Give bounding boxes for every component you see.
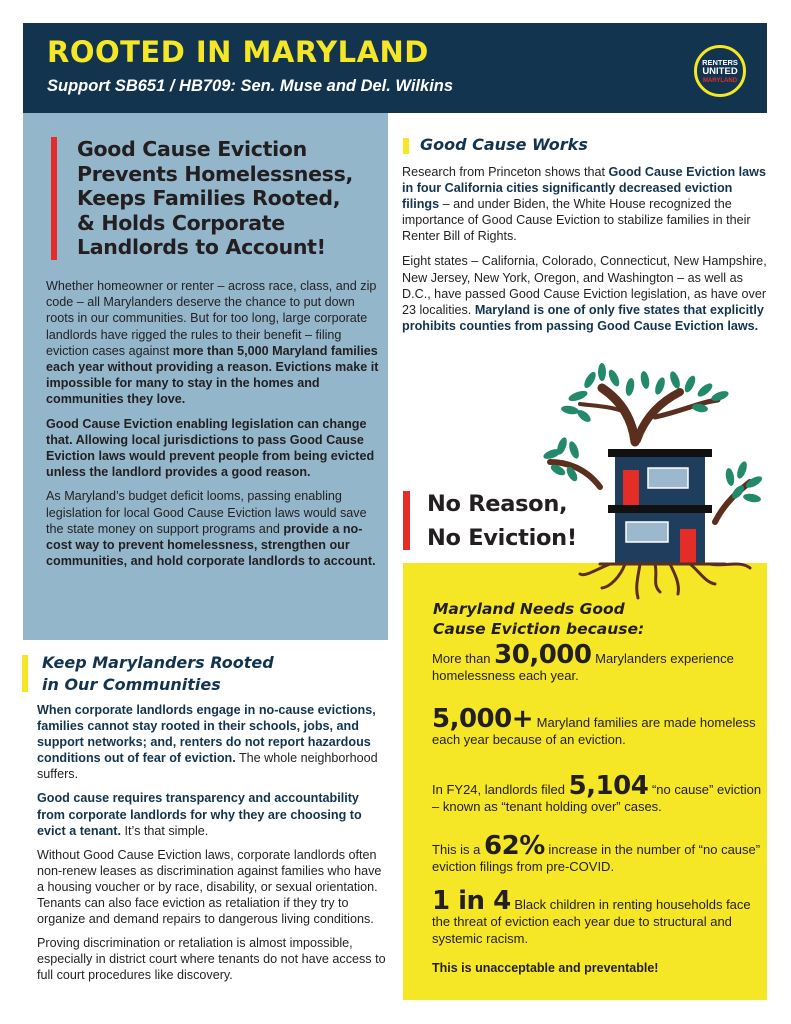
- slogan-line: No Reason,: [427, 491, 568, 517]
- paragraph-emphasis: more than 5,000 Maryland families each year without providing a reason. Evictions make it impossible for many to stay in the homes and communities they love.: [46, 343, 379, 407]
- stat-number: 30,000: [494, 640, 592, 670]
- section-title: [42, 652, 274, 696]
- paragraph-text: As Maryland’s budget deficit looms, passing enabling legislation for local Good Cause Eviction laws would save the state money on support programs and: [46, 489, 367, 536]
- title-line: in Our Communities: [42, 675, 221, 694]
- accent-bar: [403, 491, 410, 550]
- stat-number: 5,104: [568, 771, 649, 801]
- paragraph-text: It’s that simple.: [121, 823, 209, 838]
- intro-panel: [23, 113, 388, 640]
- title-line: Keep Marylanders Rooted: [42, 653, 274, 672]
- paragraph: Proving discrimination or retaliation is almost impossible, especially in district court where tenants do not have access to full court procedures like discovery.: [37, 936, 386, 983]
- stat-item: [432, 831, 762, 875]
- paragraph-text: Eight states – California, Colorado, Connecticut, New Hampshire, New Jersey, New York, Oregon, and Washington – as well as D.C., have passed Good Cause Eviction legislation, as have over 23 localities.: [402, 254, 767, 317]
- stat-number: 5,000+: [432, 704, 534, 734]
- closing-statement: This is unacceptable and preventable!: [432, 961, 659, 975]
- paragraph-text: The whole neighborhood suffers.: [37, 751, 378, 782]
- intro-paragraph: [46, 416, 386, 481]
- paragraph: [37, 702, 387, 782]
- stat-number: 1 in 4: [432, 886, 511, 916]
- intro-paragraph: [46, 278, 386, 408]
- section-body: [37, 702, 387, 992]
- stat-text: This is a: [432, 842, 485, 857]
- accent-bar: [51, 137, 57, 260]
- roots-icon: [580, 564, 750, 598]
- paragraph: [402, 164, 770, 244]
- intro-paragraph: [46, 488, 386, 569]
- intro-body: [46, 278, 386, 577]
- paragraph-text: Whether homeowner or renter – across race, class, and zip code – all Marylanders deserve the chance to put down roots in our communities. But for too long, large corporate landlords have rigged the rules to their benefit – filing eviction cases against: [46, 279, 377, 358]
- logo-text-renters: RENTERS: [702, 58, 738, 67]
- stats-title: [433, 599, 644, 639]
- paragraph-emphasis: When corporate landlords engage in no-cause evictions, families cannot stay rooted in their schools, jobs, and support networks; and, renters do not report hazardous conditions out of fear of eviction.: [37, 703, 376, 766]
- stat-item: [432, 771, 762, 815]
- stats-panel: [403, 563, 767, 1000]
- logo-text-united: UNITED: [702, 66, 738, 77]
- headline-line: Prevents Homelessness,: [77, 161, 353, 186]
- paragraph-text: – and under Biden, the White House recognized the importance of Good Cause Eviction to stabilize families in their Renter Bill of Rights.: [402, 197, 751, 244]
- paragraph-emphasis: Good Cause Eviction laws in four California cities significantly decreased eviction filings: [402, 165, 766, 212]
- house-icon: [608, 449, 712, 563]
- paragraph-emphasis: Good cause requires transparency and accountability from corporate landlords for why they are choosing to evict a tenant.: [37, 791, 362, 838]
- headline-line: & Holds Corporate: [77, 210, 285, 235]
- header-banner: [23, 23, 767, 113]
- stat-text: “no cause” eviction – known as “tenant holding over” cases.: [432, 782, 762, 814]
- paragraph: [402, 253, 770, 333]
- title-line: Cause Eviction because:: [433, 620, 645, 638]
- stat-text: Black children in renting households face the threat of eviction each year due to structural and systemic racism.: [432, 897, 751, 946]
- stat-text: Maryland families are made homeless each year because of an eviction.: [432, 715, 756, 747]
- headline-line: Keeps Families Rooted,: [77, 186, 341, 210]
- intro-headline: [77, 137, 353, 260]
- stat-text: In FY24, landlords filed: [432, 782, 569, 797]
- accent-bar: [403, 138, 409, 154]
- stat-text: More than: [432, 651, 495, 666]
- page-subtitle: Support SB651 / HB709: Sen. Muse and Del. Wilkins: [47, 77, 454, 95]
- page-title: ROOTED IN MARYLAND: [47, 35, 429, 69]
- stat-text: Marylanders experience homelessness each year.: [432, 651, 734, 683]
- section-title: Good Cause Works: [420, 135, 588, 154]
- paragraph-emphasis: Good Cause Eviction enabling legislation can change that. Allowing local jurisdictions to pass Good Cause Eviction laws would prevent people from being evicted unless the landlord provides a good reason.: [46, 416, 375, 480]
- paragraph-emphasis: provide a no-cost way to prevent homelessness, strengthen our communities, and hold corporate landlords to account.: [46, 521, 376, 569]
- paragraph: Without Good Cause Eviction laws, corporate landlords often non-renew leases as discrimination against families who have a housing voucher or by race, disability, or sexual orientation. Tenants can also face eviction as retaliation if they try to organize and demand repairs to dangerous living conditions.: [37, 847, 382, 927]
- paragraph: [37, 790, 387, 838]
- title-line: Maryland Needs Good: [433, 600, 625, 618]
- renters-united-logo: [694, 45, 746, 97]
- paragraph-text: Research from Princeton shows that: [402, 165, 609, 179]
- accent-bar: [22, 655, 28, 692]
- stat-item: [432, 640, 762, 684]
- slogan-line: No Eviction!: [427, 525, 577, 551]
- stat-item: [432, 886, 762, 947]
- stat-item: [432, 704, 762, 748]
- section-body: [402, 164, 770, 343]
- tree-house-illustration: [540, 362, 770, 602]
- stat-number: 62%: [484, 831, 545, 861]
- headline-line: Good Cause Eviction: [77, 137, 307, 161]
- headline-line: Landlords to Account!: [77, 235, 326, 259]
- logo-text-maryland: MARYLAND: [702, 78, 738, 84]
- paragraph-emphasis: Maryland is one of only five states that explicitly prohibits counties from passing Good Cause Eviction laws.: [402, 302, 764, 333]
- stat-text: increase in the number of “no cause” eviction filings from pre-COVID.: [432, 842, 761, 874]
